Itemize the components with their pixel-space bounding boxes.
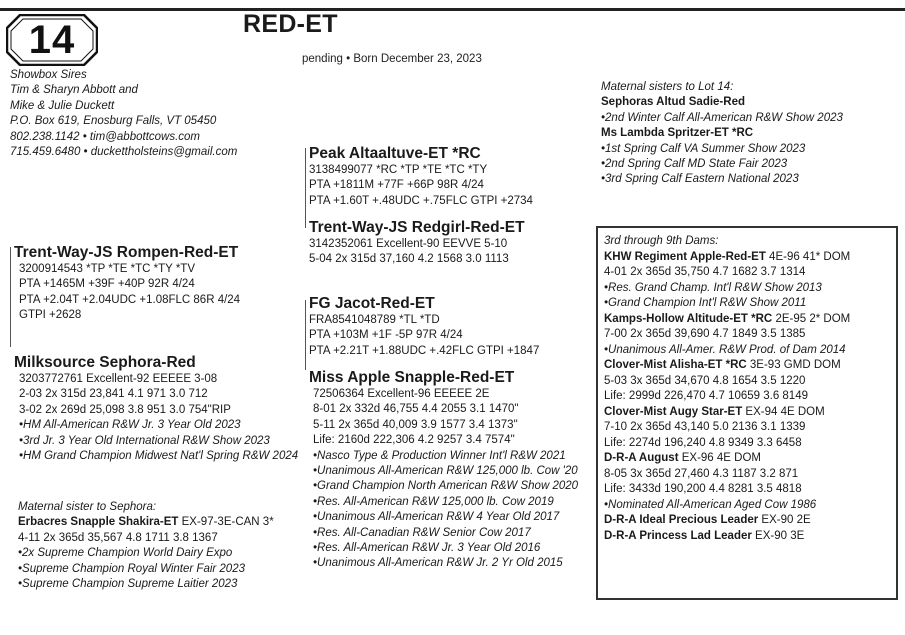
dam-sister-honor: •Supreme Champion Royal Winter Fair 2023 [18,562,245,575]
dam-line: 3-02 2x 269d 25,098 3.8 951 3.0 754"RIP [19,403,231,416]
maternal-granddam-line: 8-01 2x 332d 46,755 4.4 2055 3.1 1470" [313,403,519,416]
maternal-granddam-line: Life: 2160d 222,306 4.2 9257 3.4 7574" [313,434,515,447]
paternal-granddam-name: Trent-Way-JS Redgirl-Red-ET [309,219,525,236]
maternal-sister-honor: •3rd Spring Calf Eastern National 2023 [601,173,799,186]
ancestral-dam-entry [604,312,850,328]
ancestral-dam-classification: EX-96 4E DOM [678,452,761,464]
dam-honor: •HM Grand Champion Midwest Nat'l Spring R&W 2024 [19,450,299,463]
ancestral-dams-label: 3rd through 9th Dams: [604,235,719,247]
consignor-label: Showbox Sires [10,69,87,81]
ancestral-dam-name: KHW Regiment Apple-Red-ET [604,250,766,263]
ancestral-dam-honor: •Nominated All-American Aged Cow 1986 [604,498,817,511]
dam-line: 2-03 2x 315d 23,841 4.1 971 3.0 712 [19,388,208,401]
ancestral-dams-box [596,226,898,600]
ancestral-dam-record: Life: 3433d 190,200 4.4 8281 3.5 4818 [604,483,802,495]
ancestral-dam-record: Life: 2274d 196,240 4.8 9349 3.3 6458 [604,436,802,449]
ancestral-dam-entry [604,529,850,545]
dam-block [14,354,298,464]
ancestral-dam-entry [604,405,850,421]
ancestral-dam-name: D-R-A August [604,452,679,464]
maternal-sister-name: Sephoras Altud Sadie-Red [601,96,745,109]
maternal-granddam-honor: •Nasco Type & Production Winner Int'l R&W 2021 [313,449,566,462]
ancestral-dam-classification: 2E-95 2* DOM [772,312,851,325]
ancestral-dam-name: Kamps-Hollow Altitude-ET *RC [604,312,773,325]
maternal-sisters-block [601,80,843,188]
sire-line: 3200914543 *TP *TE *TC *TY *TV [19,263,196,275]
consignor-line: P.O. Box 619, Enosburg Falls, VT 05450 [10,115,217,128]
ancestral-dam-record: 8-05 3x 365d 27,460 4.3 1187 3.2 871 [604,467,799,480]
ancestral-dam-classification: EX-94 4E DOM [742,405,825,418]
pedigree-connector [305,300,306,370]
ancestral-dam-classification: EX-90 3E [751,529,805,542]
maternal-granddam-name: Miss Apple Snapple-Red-ET [309,369,515,386]
maternal-granddam-honor: •Res. All-American R&W 125,000 lb. Cow 2019 [313,495,554,508]
maternal-grandsire-name: FG Jacot-Red-ET [309,295,435,312]
pedigree-connector [10,247,11,347]
maternal-granddam-honor: •Grand Champion North American R&W Show 2020 [313,480,579,493]
maternal-granddam-block [309,369,578,572]
ancestral-dam-classification: EX-90 2E [758,514,811,526]
ancestral-dam-name: D-R-A Princess Lad Leader [604,529,752,542]
maternal-grandsire-line: PTA +2.21T +1.88UDC +.42FLC GTPI +1847 [309,344,540,357]
maternal-granddam-honor: •Res. All-Canadian R&W Senior Cow 2017 [313,526,531,539]
dam-line: 3203772761 Excellent-92 EEEEE 3-08 [19,373,218,385]
registration-status: pending • Born December 23, 2023 [302,53,482,65]
maternal-grandsire-block [309,295,539,359]
ancestral-dam-record: 5-03 3x 365d 34,670 4.8 1654 3.5 1220 [604,374,806,387]
maternal-sister-honor: •2nd Spring Calf MD State Fair 2023 [601,158,788,171]
maternal-sisters-label: Maternal sisters to Lot 14: [601,81,734,93]
dam-sister-classification: EX-97-3E-CAN 3* [178,516,274,529]
ancestral-dam-name: Clover-Mist Alisha-ET *RC [604,359,747,371]
ancestral-dam-classification: 3E-93 GMD DOM [746,359,841,371]
maternal-granddam-honor: •Unanimous All-American R&W 4 Year Old 2017 [313,511,560,524]
maternal-granddam-line: 72506364 Excellent-96 EEEEE 2E [313,388,490,400]
sire-line: GTPI +2628 [19,309,82,322]
paternal-granddam-line: 5-04 2x 315d 37,160 4.2 1568 3.0 1113 [309,253,509,266]
consignor-line: Tim & Sharyn Abbott and [10,84,138,97]
top-rule [0,8,905,11]
ancestral-dam-name: D-R-A Ideal Precious Leader [604,514,759,526]
ancestral-dams-list [604,234,850,544]
animal-name: RED-ET [243,10,338,38]
dam-sister-honor: •2x Supreme Champion World Dairy Expo [18,547,233,560]
ancestral-dam-classification: 4E-96 41* DOM [765,250,851,263]
sire-line: PTA +2.04T +2.04UDC +1.08FLC 86R 4/24 [19,293,241,306]
maternal-granddam-line: 5-11 2x 365d 40,009 3.9 1577 3.4 1373" [313,418,518,431]
ancestral-dam-honor: •Res. Grand Champ. Int'l R&W Show 2013 [604,281,822,294]
lot-number-badge [6,14,98,66]
paternal-grandsire-line: PTA +1.60T +.48UDC +.75FLC GTPI +2734 [309,194,533,207]
consignor-line: 715.459.6480 • duckettholsteins@gmail.com [10,146,238,159]
ancestral-dam-record: 7-10 2x 365d 43,140 5.0 2136 3.1 1339 [604,421,806,433]
pedigree-connector [305,148,306,228]
maternal-sister-name: Ms Lambda Spritzer-ET *RC [601,127,754,140]
maternal-grandsire-line: PTA +103M +1F -5P 97R 4/24 [309,329,463,342]
lot-number: 14 [28,18,76,62]
ancestral-dam-entry [604,358,850,374]
consignor-block [10,68,237,160]
ancestral-dam-name: Clover-Mist Augy Star-ET [604,405,743,418]
consignor-line: Mike & Julie Duckett [10,99,115,112]
ancestral-dam-record: 4-01 2x 365d 35,750 4.7 1682 3.7 1314 [604,266,806,278]
dam-sister-block [18,500,274,592]
maternal-grandsire-line: FRA8541048789 *TL *TD [309,314,440,326]
dam-sister-name: Erbacres Snapple Shakira-ET [18,516,179,529]
paternal-grandsire-line: 3138499077 *RC *TP *TE *TC *TY [309,164,488,176]
dam-sister-line: 4-11 2x 365d 35,567 4.8 1711 3.8 1367 [18,531,218,544]
paternal-granddam-line: 3142352061 Excellent-90 EEVVE 5-10 [309,238,508,250]
maternal-granddam-honor: •Unanimous All-American R&W Jr. 2 Yr Old 2015 [313,557,563,570]
paternal-grandsire-line: PTA +1811M +77F +66P 98R 4/24 [309,179,484,192]
ancestral-dam-record: Life: 2999d 226,470 4.7 10659 3.6 8149 [604,390,808,402]
consignor-line: 802.238.1142 • tim@abbottcows.com [10,130,201,143]
maternal-granddam-honor: •Res. All-American R&W Jr. 3 Year Old 2016 [313,542,541,555]
ancestral-dam-honor: •Grand Champion Int'l R&W Show 2011 [604,297,807,309]
ancestral-dam-honor: •Unanimous All-Amer. R&W Prod. of Dam 2014 [604,343,846,356]
maternal-sister-honor: •1st Spring Calf VA Summer Show 2023 [601,142,806,155]
paternal-granddam-block [309,219,525,268]
maternal-sister-honor: •2nd Winter Calf All-American R&W Show 2023 [601,111,843,124]
maternal-granddam-honor: •Unanimous All-American R&W 125,000 lb. Cow '20 [313,465,578,478]
dam-honor: •3rd Jr. 3 Year Old International R&W Show 2023 [19,434,270,447]
sire-block [14,244,240,324]
ancestral-dam-record: 7-00 2x 365d 39,690 4.7 1849 3.5 1385 [604,328,806,340]
ancestral-dam-entry [604,451,850,467]
ancestral-dam-entry [604,513,850,529]
paternal-grandsire-name: Peak Altaaltuve-ET *RC [309,145,481,162]
dam-sister-honor: •Supreme Champion Supreme Laitier 2023 [18,578,238,591]
sire-name: Trent-Way-JS Rompen-Red-ET [14,244,239,261]
sire-line: PTA +1465M +39F +40P 92R 4/24 [19,278,195,291]
ancestral-dam-entry [604,250,850,266]
dam-honor: •HM All-American R&W Jr. 3 Year Old 2023 [19,419,241,432]
paternal-grandsire-block [309,145,533,209]
dam-sister-label: Maternal sister to Sephora: [18,501,157,513]
dam-name: Milksource Sephora-Red [14,354,196,371]
